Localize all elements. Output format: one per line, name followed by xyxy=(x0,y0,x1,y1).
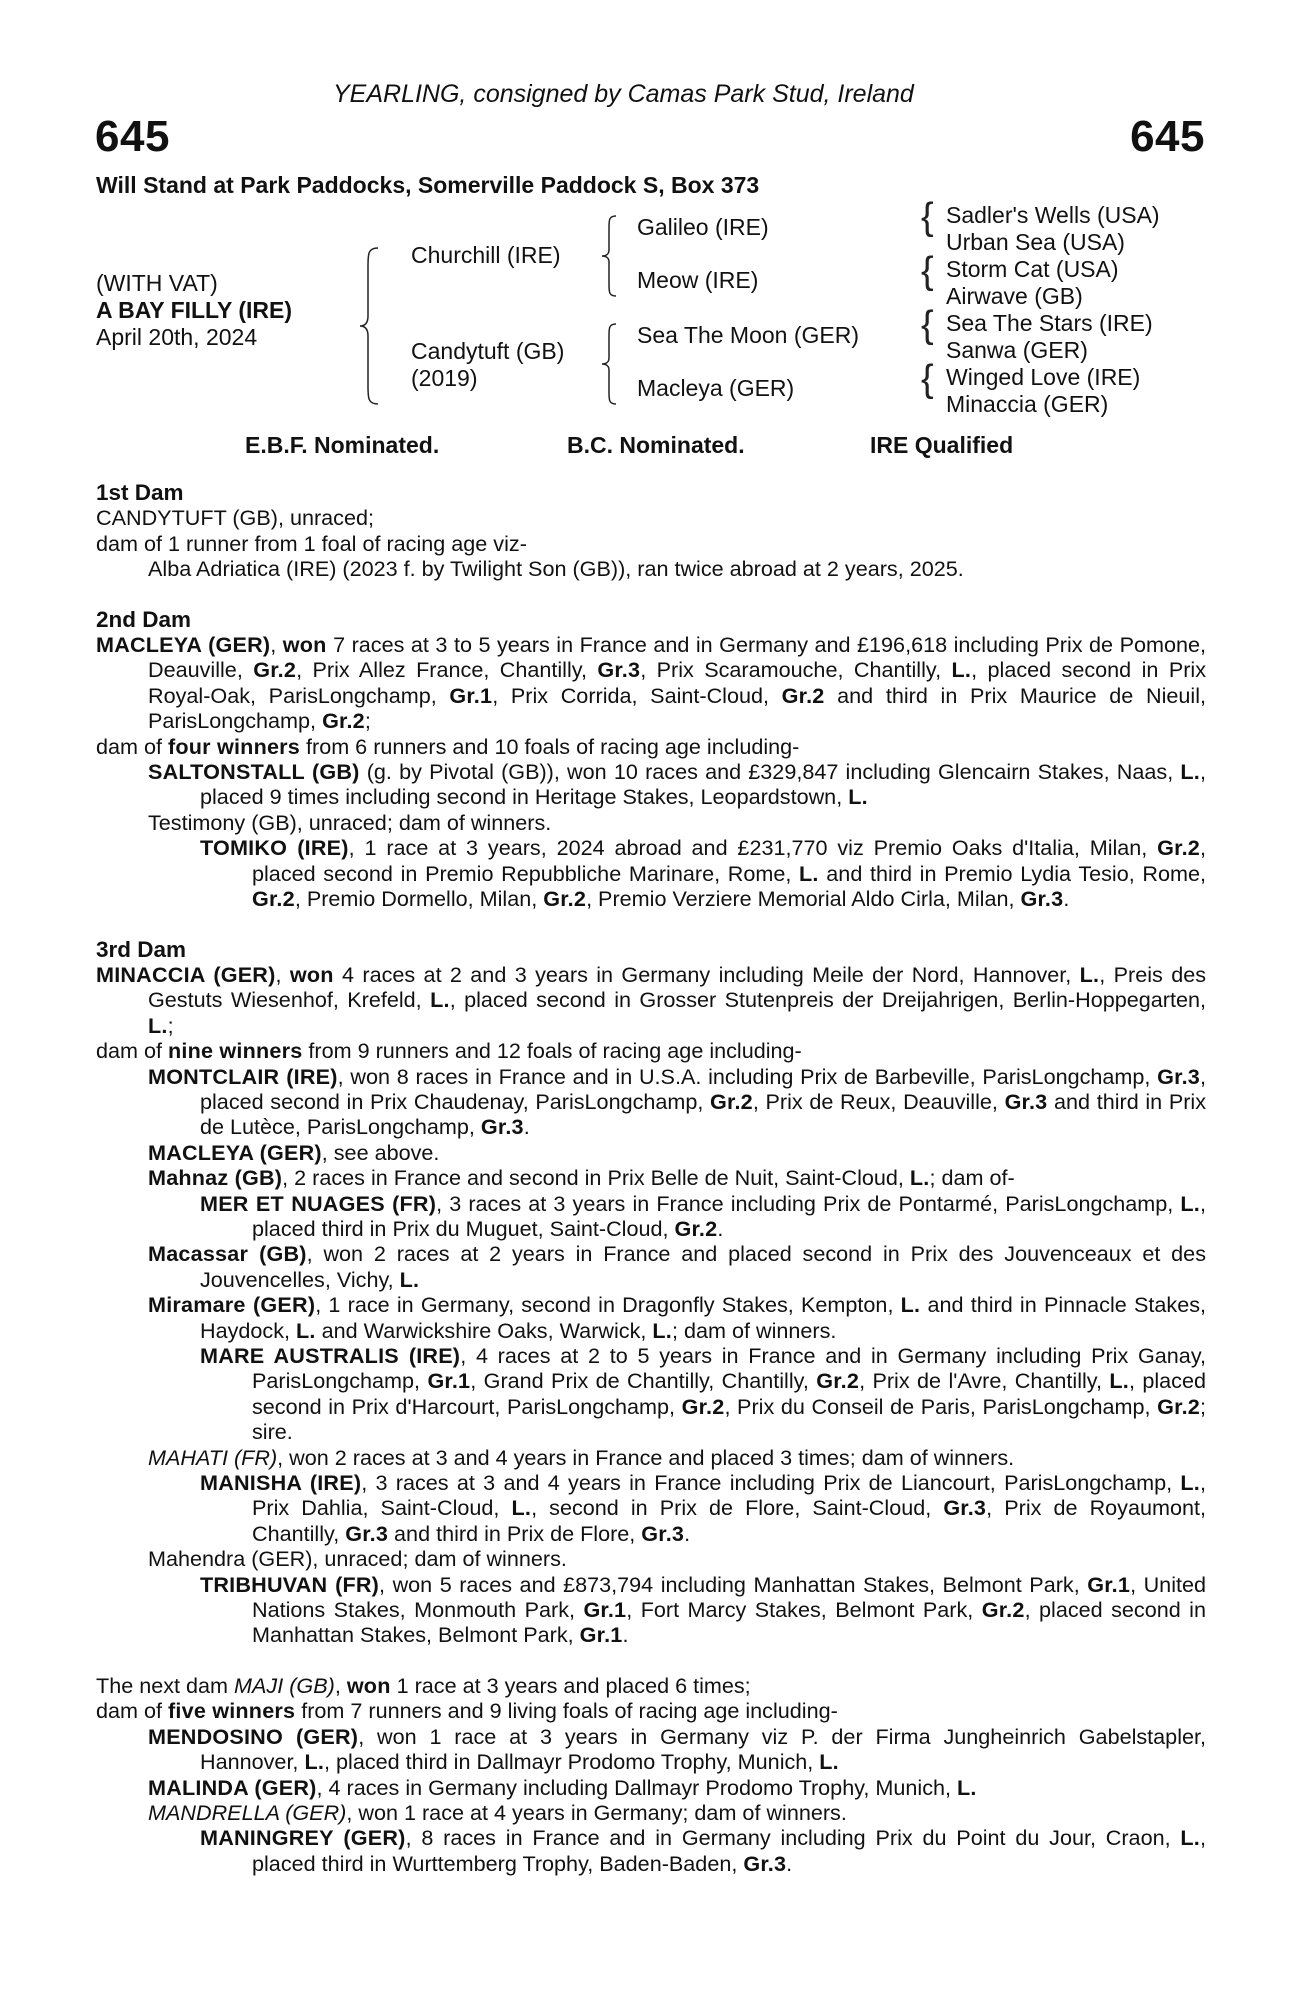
body-text: , placed third in Dallmayr Prodomo Trophy, Munich, xyxy=(324,1749,820,1775)
body-text: , won 1 race at 3 years in Germany viz P. der Firma Jungheinrich Gabelstapler, Hannover, xyxy=(200,1723,1207,1775)
body-text: from 9 runners and 12 foals of racing age including- xyxy=(302,1038,802,1064)
body-text: ; dam of winners. xyxy=(671,1317,837,1343)
bold-text: Gr.2 xyxy=(681,1393,725,1419)
sire-dam: Meow (IRE) xyxy=(637,267,759,293)
body-text: , 2 races in France and second in Prix Belle de Nuit, Saint-Cloud, xyxy=(282,1165,910,1191)
bold-text: L. xyxy=(1180,1825,1200,1851)
bold-text: MALINDA (GER) xyxy=(148,1774,317,1800)
ggp-5: Sea The Stars (IRE) xyxy=(946,310,1153,336)
body-text: , Prix Allez France, Chantilly, xyxy=(296,657,598,683)
bold-text: L. xyxy=(909,1165,930,1191)
brace-ggp-4: { xyxy=(921,358,934,400)
horse-name: A BAY FILLY (IRE) xyxy=(96,297,292,323)
catalogue-entry xyxy=(96,1698,1206,1723)
bold-text: TRIBHUVAN (FR) xyxy=(200,1571,380,1597)
sire-sire: Galileo (IRE) xyxy=(637,214,769,240)
catalogue-entry xyxy=(96,505,1206,530)
bold-text: Gr.1 xyxy=(449,682,493,708)
bold-text: won xyxy=(289,961,334,987)
catalogue-entry xyxy=(96,1343,1206,1445)
catalogue-entry xyxy=(96,1445,1206,1470)
ggp-4: Airwave (GB) xyxy=(946,283,1083,309)
body-text: 1 race at 3 years and placed 6 times; xyxy=(390,1672,751,1698)
bold-text: Gr.3 xyxy=(1020,886,1064,912)
bold-text: nine winners xyxy=(168,1038,303,1064)
bold-text: Gr.1 xyxy=(1087,1571,1131,1597)
body-text: , 1 race at 3 years, 2024 abroad and £231,770 viz Premio Oaks d'Italia, Milan, xyxy=(348,835,1158,861)
catalogue-entry xyxy=(96,1673,1206,1698)
bold-text: MENDOSINO (GER) xyxy=(148,1723,359,1749)
bold-text: L. xyxy=(511,1495,532,1521)
bold-text: MANINGREY (GER) xyxy=(200,1825,406,1851)
body-text: , Prix Scaramouche, Chantilly, xyxy=(640,657,952,683)
body-text: and third in Prix Maurice de Nieuil, ParisLongchamp, xyxy=(148,682,1206,734)
bold-text: Gr.3 xyxy=(345,1520,389,1546)
bold-text: Gr.3 xyxy=(1004,1088,1048,1114)
bold-text: Gr.3 xyxy=(641,1520,685,1546)
body-text: 4 races at 2 and 3 years in Germany including Meile der Nord, Hannover, xyxy=(333,961,1080,987)
catalogue-entry xyxy=(96,1470,1206,1546)
body-text: , Prix de l'Avre, Chantilly, xyxy=(859,1368,1110,1394)
body-text: ; xyxy=(167,1012,174,1038)
catalogue-entry xyxy=(96,835,1206,911)
body-text: , Prix de Reux, Deauville, xyxy=(752,1088,1005,1114)
bold-text: L. xyxy=(900,1292,921,1318)
body-text: ; xyxy=(364,708,371,734)
dam-year: (2019) xyxy=(411,365,478,391)
bold-text: Gr.3 xyxy=(480,1114,524,1140)
body-text: , placed third in Wurttemberg Trophy, Baden-Baden, xyxy=(252,1825,1206,1876)
bold-text: L. xyxy=(399,1266,420,1292)
section-title xyxy=(96,480,1206,505)
bold-text: MARE AUSTRALIS (IRE) xyxy=(200,1343,461,1368)
bold-text: Gr.2 xyxy=(710,1088,753,1114)
body-text: ; dam of- xyxy=(929,1165,1015,1191)
bold-text: Gr.2 xyxy=(543,886,587,912)
body-text: Alba Adriatica (IRE) (2023 f. by Twilight Son (GB)), ran twice abroad at 2 years, 2025. xyxy=(148,556,964,582)
italic-text: MAHATI (FR) xyxy=(148,1444,278,1470)
bold-text: Gr.2 xyxy=(253,657,297,683)
ebf-nomination: E.B.F. Nominated. xyxy=(245,432,440,458)
bold-text: won xyxy=(282,632,327,658)
consignment-line: YEARLING, consigned by Camas Park Stud, Ireland xyxy=(333,80,914,108)
pedigree-brace-main xyxy=(358,246,382,406)
body-text: , placed second in Grosser Stutenpreis der Dreijahrigen, Berlin-Hoppegarten, xyxy=(449,987,1206,1013)
body-text: and third in Prix de Flore, xyxy=(388,1520,642,1546)
ggp-1: Sadler's Wells (USA) xyxy=(946,202,1160,228)
bold-text: L. xyxy=(296,1317,316,1343)
bold-text: Gr.2 xyxy=(674,1215,718,1241)
foaling-date: April 20th, 2024 xyxy=(96,324,258,350)
brace-ggp-2: { xyxy=(921,250,934,292)
bold-text: MANISHA (IRE) xyxy=(200,1470,362,1496)
vat-note: (WITH VAT) xyxy=(96,270,218,296)
bold-text: Miramare (GER) xyxy=(148,1292,316,1318)
body-text: (g. by Pivotal (GB)), won 10 races and £329,847 including Glencairn Stakes, Naas, xyxy=(359,759,1181,785)
catalogue-entry xyxy=(96,1775,1206,1800)
body-text: 2nd Dam xyxy=(96,606,192,632)
body-text: , 3 races at 3 and 4 years in France including Prix de Liancourt, ParisLongchamp, xyxy=(361,1470,1181,1496)
bold-text: SALTONSTALL (GB) xyxy=(148,759,360,785)
body-text: , won 8 races in France and in U.S.A. including Prix de Barbeville, ParisLongchamp, xyxy=(337,1063,1158,1089)
section-gap xyxy=(96,582,1206,607)
body-text: , Premio Dormello, Milan, xyxy=(294,886,544,912)
body-text: , Fort Marcy Stakes, Belmont Park, xyxy=(626,1597,982,1623)
ggp-2: Urban Sea (USA) xyxy=(946,229,1125,255)
catalogue-entry xyxy=(96,1191,1206,1242)
italic-text: MANDRELLA (GER) xyxy=(148,1799,347,1825)
bold-text: L. xyxy=(1180,1470,1201,1496)
body-text: , xyxy=(270,632,283,658)
pedigree-brace-sire xyxy=(600,214,620,298)
lot-number-right: 645 xyxy=(1130,112,1205,161)
body-text: , won 2 races at 2 years in France and placed second in Prix des Jouvenceaux et des Jouvencelles, Vichy, xyxy=(200,1241,1206,1292)
bold-text: L. xyxy=(1109,1368,1129,1394)
catalogue-entry xyxy=(96,1825,1206,1876)
bold-text: Macassar (GB) xyxy=(148,1241,307,1267)
bold-text: MACLEYA (GER) xyxy=(148,1139,322,1165)
stabling-line: Will Stand at Park Paddocks, Somerville Paddock S, Box 373 xyxy=(96,172,760,198)
bold-text: five winners xyxy=(168,1698,296,1724)
bc-nomination: B.C. Nominated. xyxy=(567,432,745,458)
catalogue-entry xyxy=(96,1038,1206,1063)
body-text: . xyxy=(684,1520,691,1546)
catalogue-entry xyxy=(96,1572,1206,1648)
bold-text: L. xyxy=(430,987,450,1013)
body-text: , Prix Dahlia, Saint-Cloud, xyxy=(252,1470,1207,1521)
catalogue-entry xyxy=(96,632,1206,734)
catalogue-entry xyxy=(96,556,1206,581)
bold-text: Gr.3 xyxy=(597,657,641,683)
ire-qualified: IRE Qualified xyxy=(870,432,1014,458)
body-text: , Prix du Conseil de Paris, ParisLongchamp, xyxy=(724,1393,1158,1419)
body-text: Mahendra (GER), unraced; dam of winners. xyxy=(148,1546,567,1572)
body-text: and third in Pinnacle Stakes, Haydock, xyxy=(200,1292,1207,1343)
bold-text: Gr.3 xyxy=(943,1495,987,1521)
bold-text: L. xyxy=(819,1749,839,1775)
ggp-3: Storm Cat (USA) xyxy=(946,256,1119,282)
dam-sire: Sea The Moon (GER) xyxy=(637,322,860,348)
sire-name: Churchill (IRE) xyxy=(411,242,561,268)
bold-text: Gr.3 xyxy=(743,1850,787,1876)
body-text: , placed second in Prix Royal-Oak, ParisLongchamp, xyxy=(148,657,1207,708)
bold-text: won xyxy=(346,1672,391,1698)
catalogue-entry xyxy=(96,1064,1206,1140)
catalogue-entry xyxy=(96,1800,1206,1825)
bold-text: L. xyxy=(1180,759,1200,785)
body-text: and Warwickshire Oaks, Warwick, xyxy=(315,1317,653,1343)
body-text: , won 5 races and £873,794 including Manhattan Stakes, Belmont Park, xyxy=(379,1571,1088,1597)
body-text: , won 1 race at 4 years in Germany; dam of winners. xyxy=(346,1799,847,1825)
bold-text: Gr.2 xyxy=(816,1368,860,1394)
body-text: , placed third in Prix du Muguet, Saint-Cloud, xyxy=(252,1190,1206,1241)
lot-number-left: 645 xyxy=(95,112,170,161)
bold-text: MINACCIA (GER) xyxy=(96,961,276,987)
body-text: and third in Prix de Lutèce, ParisLongchamp, xyxy=(200,1088,1207,1140)
body-text: dam of xyxy=(96,1698,169,1724)
bold-text: L. xyxy=(148,1012,168,1038)
catalogue-entry xyxy=(96,1241,1206,1292)
body-text: , see above. xyxy=(321,1139,440,1165)
section-gap xyxy=(96,1648,1206,1673)
catalogue-entry xyxy=(96,759,1206,810)
catalogue-entry xyxy=(96,1140,1206,1165)
bold-text: L. xyxy=(1079,961,1100,987)
bold-text: MONTCLAIR (IRE) xyxy=(148,1063,338,1089)
body-text: , United Nations Stakes, Monmouth Park, xyxy=(252,1571,1207,1623)
body-text: . xyxy=(622,1622,629,1648)
bold-text: L. xyxy=(799,860,819,886)
pedigree-brace-dam xyxy=(600,322,620,406)
bold-text: MER ET NUAGES (FR) xyxy=(200,1190,437,1216)
bold-text: L. xyxy=(652,1317,672,1343)
section-title xyxy=(96,937,1206,962)
dam-name: Candytuft (GB) xyxy=(411,338,565,364)
body-text: from 7 runners and 9 living foals of racing age including- xyxy=(295,1698,838,1724)
ggp-8: Minaccia (GER) xyxy=(946,391,1109,417)
body-text: , 1 race in Germany, second in Dragonfly Stakes, Kempton, xyxy=(315,1292,901,1318)
catalogue-entry xyxy=(96,1292,1206,1343)
brace-ggp-1: { xyxy=(921,196,934,238)
body-text: and third in Premio Lydia Tesio, Rome, xyxy=(818,860,1206,886)
bold-text: Mahnaz (GB) xyxy=(148,1165,283,1191)
dam-dam: Macleya (GER) xyxy=(637,375,795,401)
body-text: . xyxy=(523,1114,530,1140)
body-text: , 8 races in France and in Germany including Prix du Point du Jour, Craon, xyxy=(405,1825,1181,1851)
body-text: . xyxy=(717,1215,724,1241)
catalogue-entry xyxy=(96,810,1206,835)
bold-text: MACLEYA (GER) xyxy=(96,632,271,658)
bold-text: L. xyxy=(957,1774,977,1800)
body-text: , 4 races at 2 to 5 years in France and in Germany including Prix Ganay, ParisLongchamp, xyxy=(252,1343,1207,1394)
body-text: , 4 races in Germany including Dallmayr Prodomo Trophy, Munich, xyxy=(316,1774,958,1800)
body-text: CANDYTUFT (GB), unraced; xyxy=(96,505,374,531)
section-title xyxy=(96,607,1206,632)
body-text: 1st Dam xyxy=(96,480,184,505)
body-text: from 6 runners and 10 foals of racing age including- xyxy=(300,733,800,759)
bold-text: Gr.2 xyxy=(781,682,825,708)
bold-text: L. xyxy=(848,784,868,810)
body-text: , second in Prix de Flore, Saint-Cloud, xyxy=(531,1495,944,1521)
bold-text: L. xyxy=(304,1749,325,1775)
body-text: , xyxy=(275,961,290,987)
catalogue-body xyxy=(96,480,1206,1876)
bold-text: Gr.3 xyxy=(1157,1063,1200,1089)
bold-text: L. xyxy=(951,657,972,683)
body-text: , placed second in Manhattan Stakes, Belmont Park, xyxy=(252,1597,1206,1648)
body-text: , Preis des Gestuts Wiesenhof, Krefeld, xyxy=(148,961,1207,1013)
section-gap xyxy=(96,912,1206,937)
catalogue-entry xyxy=(96,962,1206,1038)
body-text: . xyxy=(1063,886,1070,912)
body-text: , placed second in Prix Chaudenay, ParisLongchamp, xyxy=(200,1063,1206,1114)
body-text: The next dam xyxy=(96,1672,235,1698)
body-text: , xyxy=(334,1672,347,1698)
body-text: , placed 9 times including second in Heritage Stakes, Leopardstown, xyxy=(200,759,1206,810)
bold-text: TOMIKO (IRE) xyxy=(200,835,349,861)
body-text: dam of xyxy=(96,733,169,759)
body-text: , placed second in Premio Repubbliche Marinare, Rome, xyxy=(252,835,1206,886)
catalogue-entry xyxy=(96,1546,1206,1571)
body-text: , Prix de Royaumont, Chantilly, xyxy=(252,1495,1207,1546)
body-text: 3rd Dam xyxy=(96,936,187,962)
body-text: , placed second in Prix d'Harcourt, ParisLongchamp, xyxy=(252,1368,1206,1419)
ggp-7: Winged Love (IRE) xyxy=(946,364,1141,390)
body-text: , won 2 races at 3 and 4 years in France and placed 3 times; dam of winners. xyxy=(277,1444,1015,1470)
bold-text: Gr.2 xyxy=(1157,835,1200,861)
body-text: ; sire. xyxy=(252,1393,1206,1445)
bold-text: Gr.2 xyxy=(322,708,365,734)
brace-ggp-3: { xyxy=(921,304,934,346)
body-text: , Prix Corrida, Saint-Cloud, xyxy=(492,682,782,708)
body-text: dam of 1 runner from 1 foal of racing age viz- xyxy=(96,530,527,556)
body-text: , Premio Verziere Memorial Aldo Cirla, Milan, xyxy=(586,886,1021,912)
body-text: Testimony (GB), unraced; dam of winners. xyxy=(148,809,552,835)
body-text: , 3 races at 3 years in France including Prix de Pontarmé, ParisLongchamp, xyxy=(436,1190,1181,1216)
body-text: 7 races at 3 to 5 years in France and in Germany and £196,618 including Prix de Pomone, Deauville, xyxy=(148,632,1207,683)
italic-text: MAJI (GB) xyxy=(234,1672,335,1698)
ggp-6: Sanwa (GER) xyxy=(946,337,1088,363)
catalogue-entry xyxy=(96,734,1206,759)
catalogue-entry xyxy=(96,1724,1206,1775)
bold-text: Gr.2 xyxy=(252,886,295,912)
bold-text: Gr.2 xyxy=(981,1597,1025,1623)
catalogue-entry xyxy=(96,1165,1206,1190)
catalogue-entry xyxy=(96,531,1206,556)
bold-text: Gr.1 xyxy=(583,1597,627,1623)
bold-text: four winners xyxy=(168,733,300,759)
bold-text: Gr.2 xyxy=(1157,1393,1200,1419)
body-text: , Grand Prix de Chantilly, Chantilly, xyxy=(470,1368,817,1394)
body-text: . xyxy=(786,1850,793,1876)
body-text: dam of xyxy=(96,1038,169,1064)
bold-text: L. xyxy=(1180,1190,1200,1216)
bold-text: Gr.1 xyxy=(427,1368,471,1394)
bold-text: Gr.1 xyxy=(579,1622,623,1648)
